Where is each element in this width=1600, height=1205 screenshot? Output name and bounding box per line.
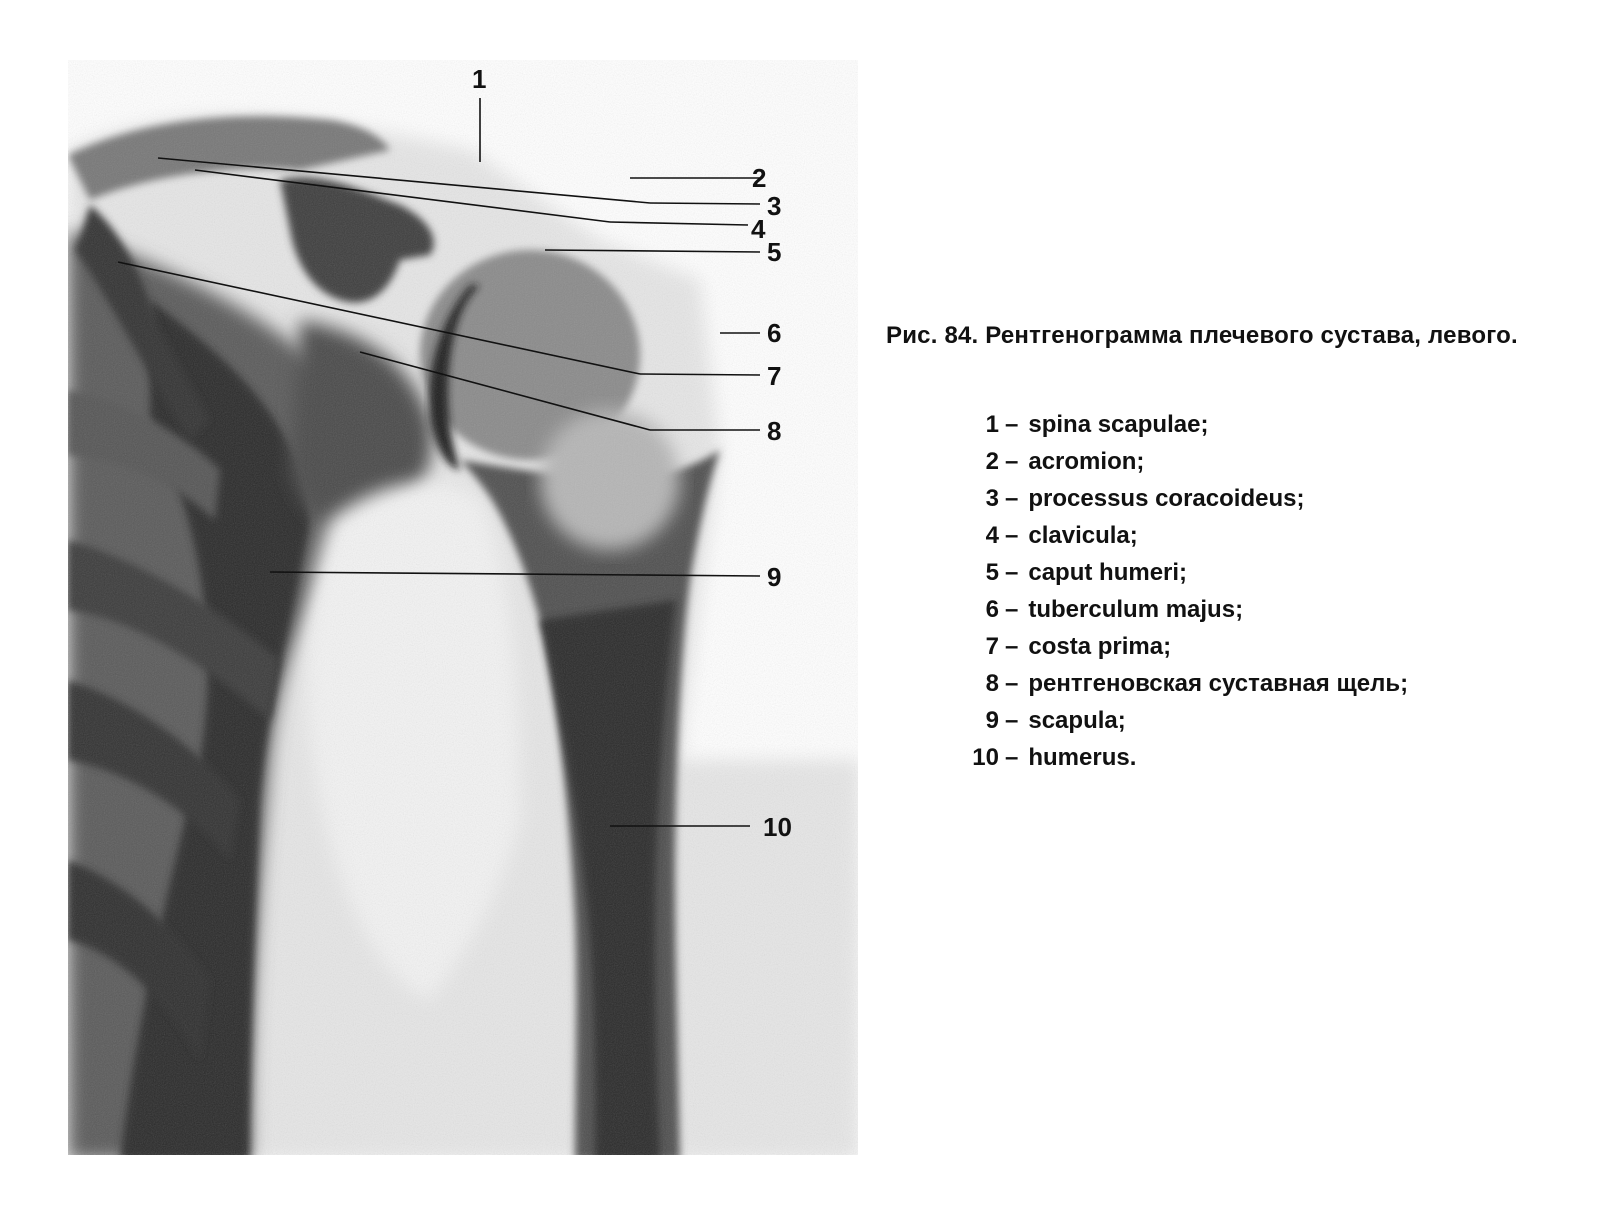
legend-label: рентгеновская суставная щель;	[1028, 670, 1409, 697]
legend-dash: –	[1005, 485, 1019, 512]
legend-dash: –	[1005, 744, 1019, 771]
legend-label: clavicula;	[1028, 522, 1138, 549]
legend-number: 9	[985, 707, 999, 734]
legend-item	[985, 406, 1408, 443]
legend-label: scapula;	[1028, 707, 1126, 734]
legend-label: processus coracoideus;	[1028, 485, 1305, 512]
figure-caption: Рис. 84. Рентгенограмма плечевого сустава, левого.	[886, 322, 1518, 349]
legend-item	[985, 480, 1408, 517]
legend-label: humerus.	[1028, 744, 1137, 771]
legend-label: caput humeri;	[1028, 559, 1188, 586]
legend-dash: –	[1005, 707, 1019, 734]
legend-label: spina scapulae;	[1028, 411, 1209, 438]
legend-item	[985, 591, 1408, 628]
legend-number: 7	[985, 633, 999, 660]
legend-number: 2	[985, 448, 999, 475]
legend-item	[972, 739, 1408, 776]
legend-item	[985, 554, 1408, 591]
legend-number: 1	[985, 411, 999, 438]
callout-8: 8	[767, 416, 782, 446]
legend-number: 10	[972, 744, 999, 771]
legend-dash: –	[1005, 522, 1019, 549]
callout-4: 4	[751, 214, 766, 244]
legend-dash: –	[1005, 559, 1019, 586]
legend-dash: –	[1005, 411, 1019, 438]
callout-3: 3	[767, 191, 782, 221]
legend-number: 6	[985, 596, 999, 623]
callout-2: 2	[752, 163, 767, 193]
leader-line-7b	[640, 374, 760, 375]
callout-9: 9	[767, 562, 782, 592]
callout-5: 5	[767, 237, 782, 267]
legend-number: 4	[985, 522, 999, 549]
legend-item	[985, 628, 1408, 665]
legend-dash: –	[1005, 448, 1019, 475]
legend-dash: –	[1005, 633, 1019, 660]
legend-item	[985, 665, 1409, 702]
callout-6: 6	[767, 318, 782, 348]
callout-7: 7	[767, 361, 782, 391]
legend-label: acromion;	[1028, 448, 1145, 475]
legend-item	[985, 517, 1408, 554]
legend-number: 5	[985, 559, 999, 586]
callout-10: 10	[763, 812, 792, 842]
legend-number: 3	[985, 485, 999, 512]
legend-number: 8	[985, 670, 999, 697]
leader-line-3b	[650, 203, 760, 204]
legend-dash: –	[1005, 670, 1019, 697]
legend-item	[985, 702, 1408, 739]
callout-1: 1	[472, 64, 487, 94]
legend-label: tuberculum majus;	[1028, 596, 1244, 623]
legend-item	[985, 443, 1408, 480]
legend-dash: –	[1005, 596, 1019, 623]
figure-legend	[972, 406, 1409, 776]
legend-label: costa prima;	[1028, 633, 1172, 660]
